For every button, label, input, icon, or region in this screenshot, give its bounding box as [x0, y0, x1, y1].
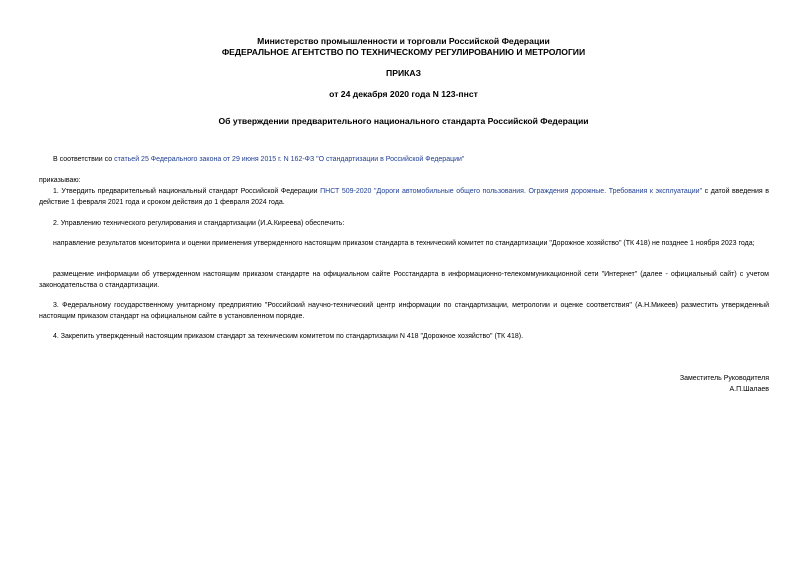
paragraph-2a: направление результатов мониторинга и оценки применения утвержденного настоящим приказом стандарта в технический комитет по стандартизации "Дорожное хозяйство" (ТК 418) не позднее 1 ноября 2023 года;	[53, 240, 755, 247]
signatory-name: А.П.Шалаев	[729, 386, 769, 393]
paragraph-3: 3. Федеральному государственному унитарному предприятию "Российский научно-технический центр информации по стандартизации, метрологии и оценке соответствия" (А.Н.Микеев) разместить утвержденный настоящим приказом стандарт на официальном сайте в установленном порядке.	[39, 302, 769, 320]
document-title: Об утверждении предварительного национального стандарта Российской Федерации	[218, 116, 589, 126]
federal-law-link[interactable]: статьей 25 Федерального закона от 29 июня 2015 г. N 162-ФЗ "О стандартизации в Российской Федерации"	[114, 156, 465, 163]
order-word: приказываю:	[39, 177, 81, 184]
agency-name: ФЕДЕРАЛЬНОЕ АГЕНТСТВО ПО ТЕХНИЧЕСКОМУ РЕГУЛИРОВАНИЮ И МЕТРОЛОГИИ	[221, 47, 586, 57]
document-type: ПРИКАЗ	[386, 68, 421, 78]
document-date-number: от 24 декабря 2020 года N 123-пнст	[329, 89, 478, 99]
paragraph-2: 2. Управлению технического регулирования и стандартизации (И.А.Киреева) обеспечить:	[53, 220, 345, 227]
intro-prefix: В соответствии со	[53, 156, 115, 163]
paragraph-1-suffix: с датой введения в действие 1 февраля 2021 года и сроком действия до 1 февраля 2024 года.	[39, 188, 769, 206]
paragraph-4: 4. Закрепить утвержденный настоящим приказом стандарт за техническим комитетом по стандартизации N 418 "Дорожное хозяйство" (ТК 418).	[53, 333, 524, 340]
paragraph-1	[39, 187, 769, 208]
signatory-position: Заместитель Руководителя	[679, 375, 769, 382]
paragraph-1-prefix: 1. Утвердить предварительный национальный стандарт Российской Федерации	[53, 188, 321, 195]
standard-pnst-509-link[interactable]: ПНСТ 509-2020 "Дороги автомобильные общего пользования. Ограждения дорожные. Требования к эксплуатации"	[320, 188, 703, 195]
ministry-name: Министерство промышленности и торговли Российской Федерации	[257, 36, 550, 46]
paragraph-2b: размещение информации об утвержденном настоящим приказом стандарте на официальном сайте Росстандарта в информационно-телекоммуникационной сети "Интернет" (далее - официальный сайт) с учетом законодательства о стандартизации.	[39, 271, 769, 289]
intro-paragraph	[39, 155, 769, 166]
